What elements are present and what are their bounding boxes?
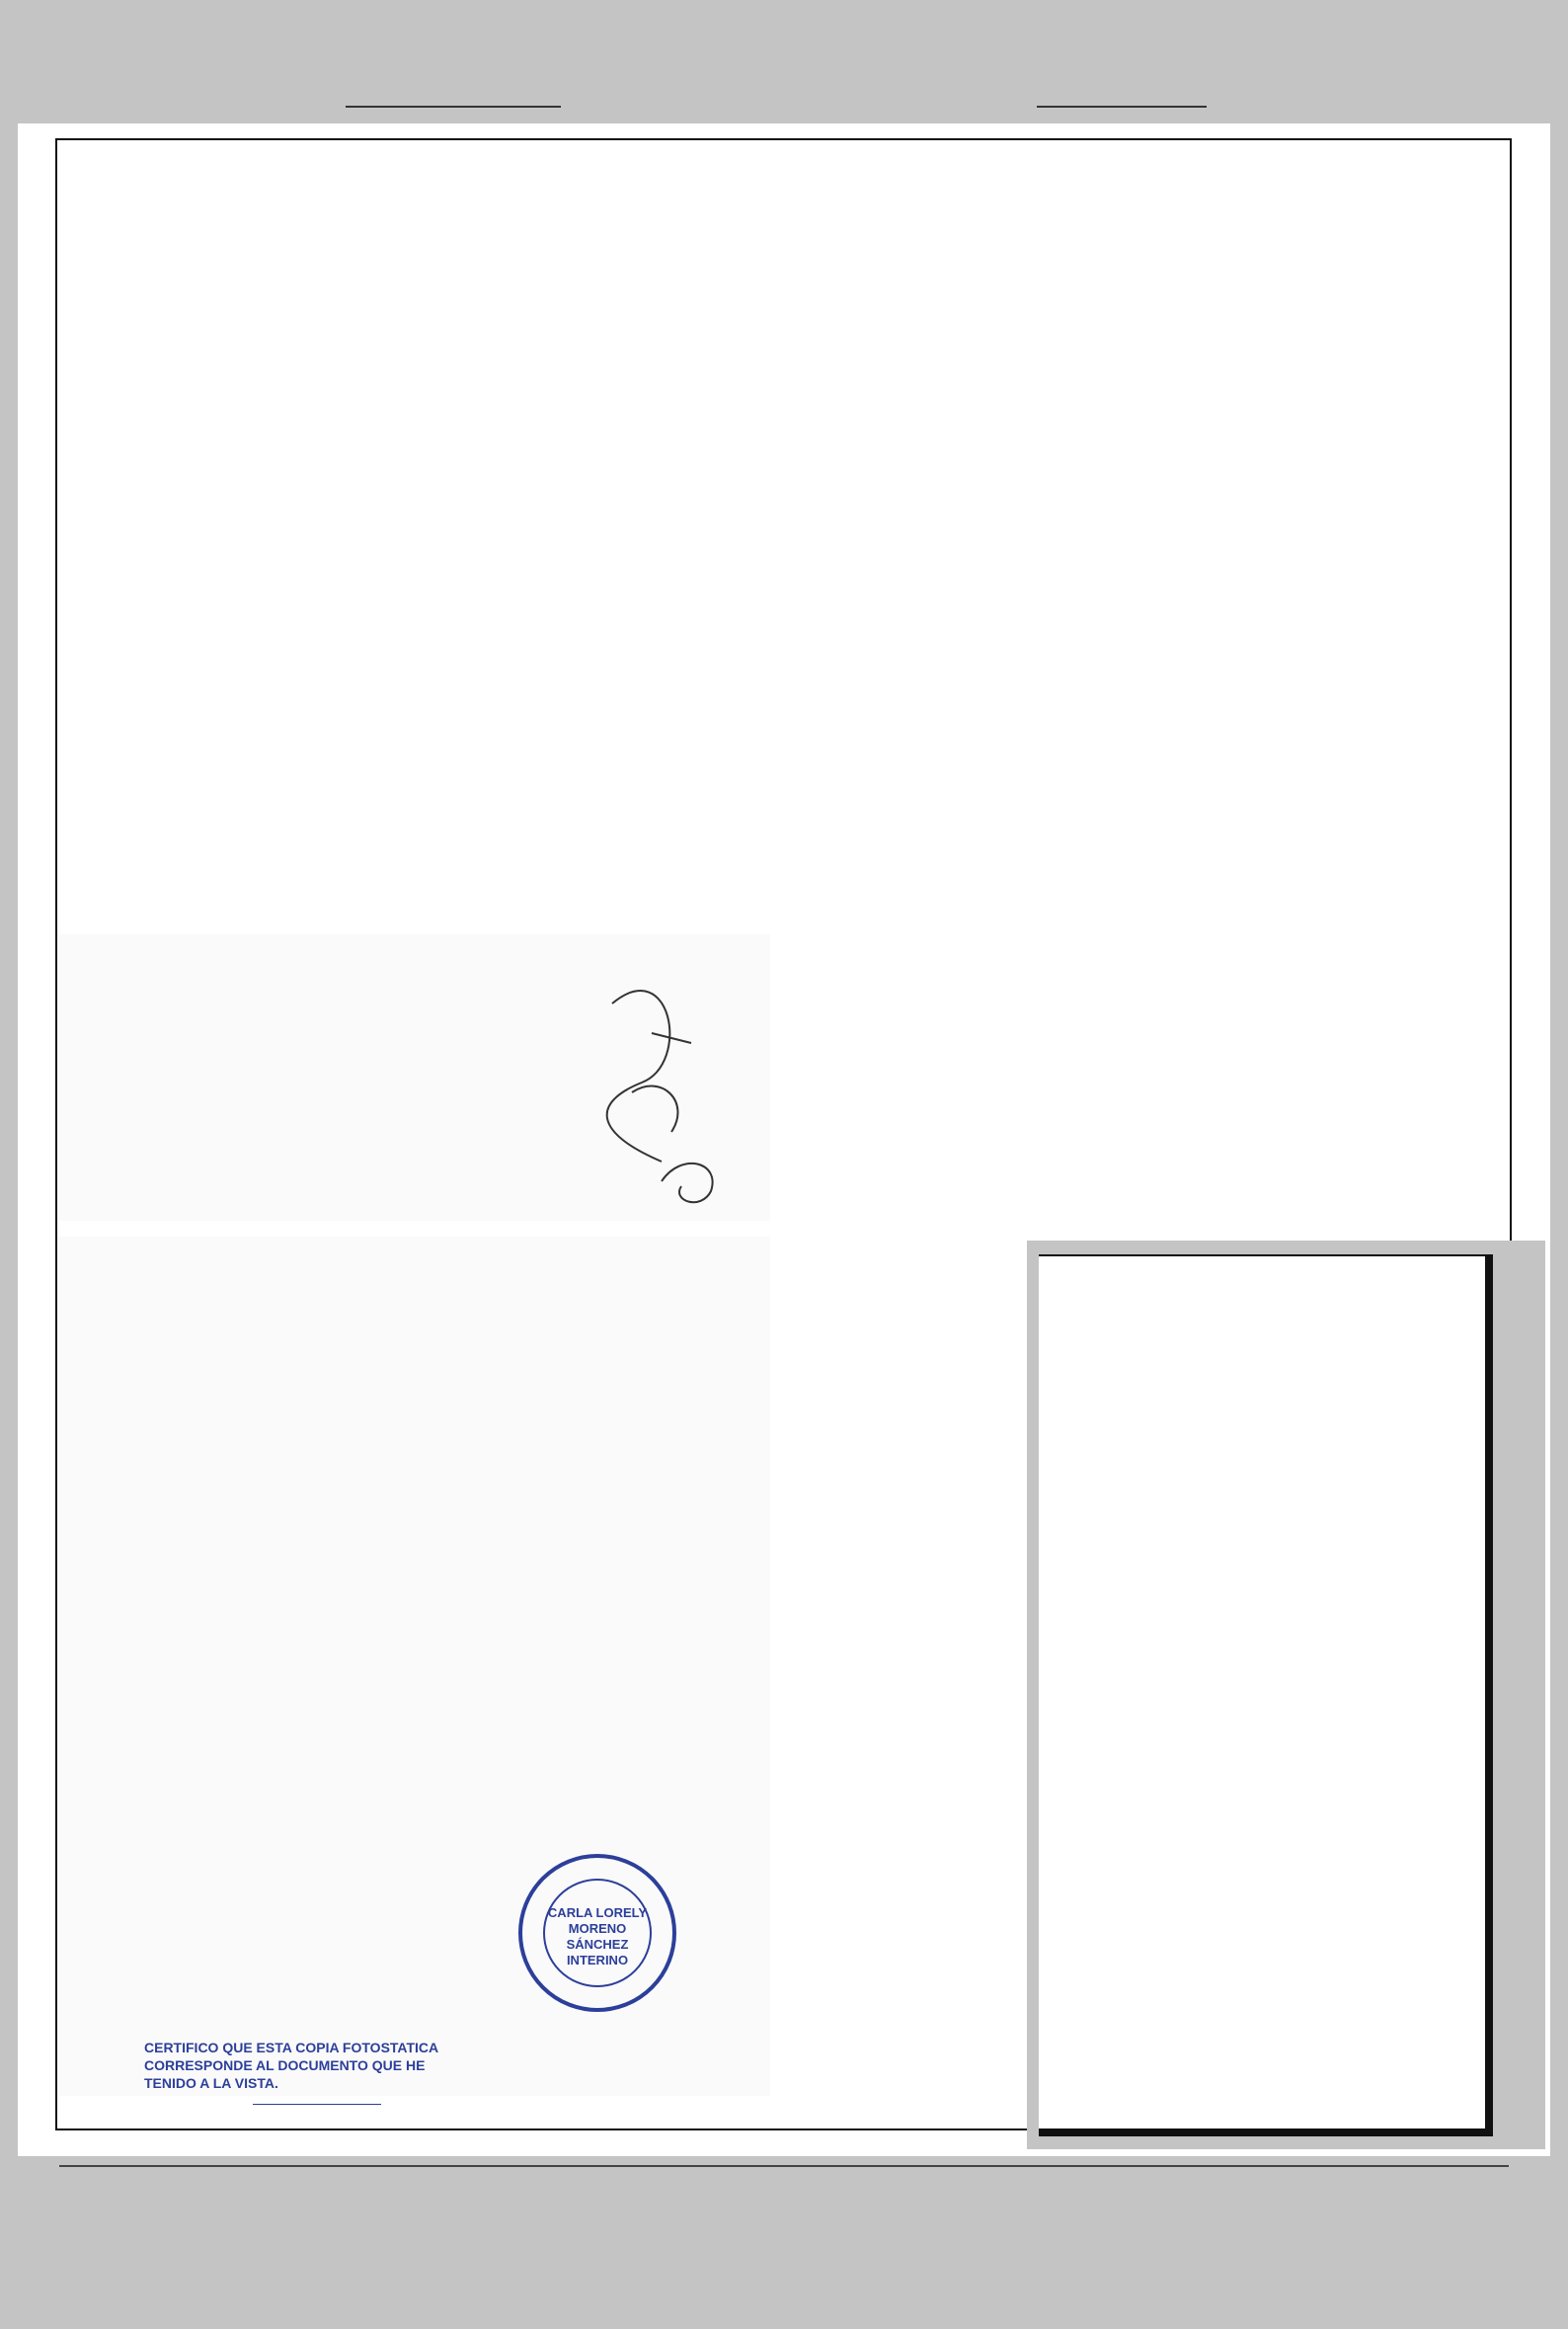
signature-sheet-2 (59, 1237, 770, 2096)
signature-sheet-2-graphic (59, 1237, 770, 2096)
certification-line-3: TENIDO A LA VISTA. (144, 2075, 278, 2091)
bottom-rule (59, 2165, 1509, 2167)
svg-text:INTERINO: INTERINO (566, 1953, 629, 1968)
svg-text:CARLA LORELY: CARLA LORELY (547, 1905, 648, 1920)
notary-seal-icon (520, 1856, 674, 2010)
signature-sheet-1 (59, 934, 770, 1221)
header-rule-right (1037, 106, 1207, 108)
signature-sheet-1-graphic (59, 934, 770, 1221)
svg-text:SÁNCHEZ: SÁNCHEZ (566, 1937, 629, 1952)
certification-line-2: CORRESPONDE AL DOCUMENTO QUE HE (144, 2057, 426, 2073)
signature-scribble-icon (607, 991, 691, 1162)
page-header-band (0, 0, 1568, 123)
svg-text:MORENO: MORENO (568, 1921, 627, 1936)
header-rule-left (346, 106, 561, 108)
certification-line-1: CERTIFICO QUE ESTA COPIA FOTOSTATICA (144, 2040, 439, 2055)
auction-body (1062, 1326, 1487, 1346)
auction-ad-box (1039, 1254, 1493, 2136)
signature-scribble-icon (662, 1164, 713, 1202)
certification-date-line (253, 2104, 381, 2105)
